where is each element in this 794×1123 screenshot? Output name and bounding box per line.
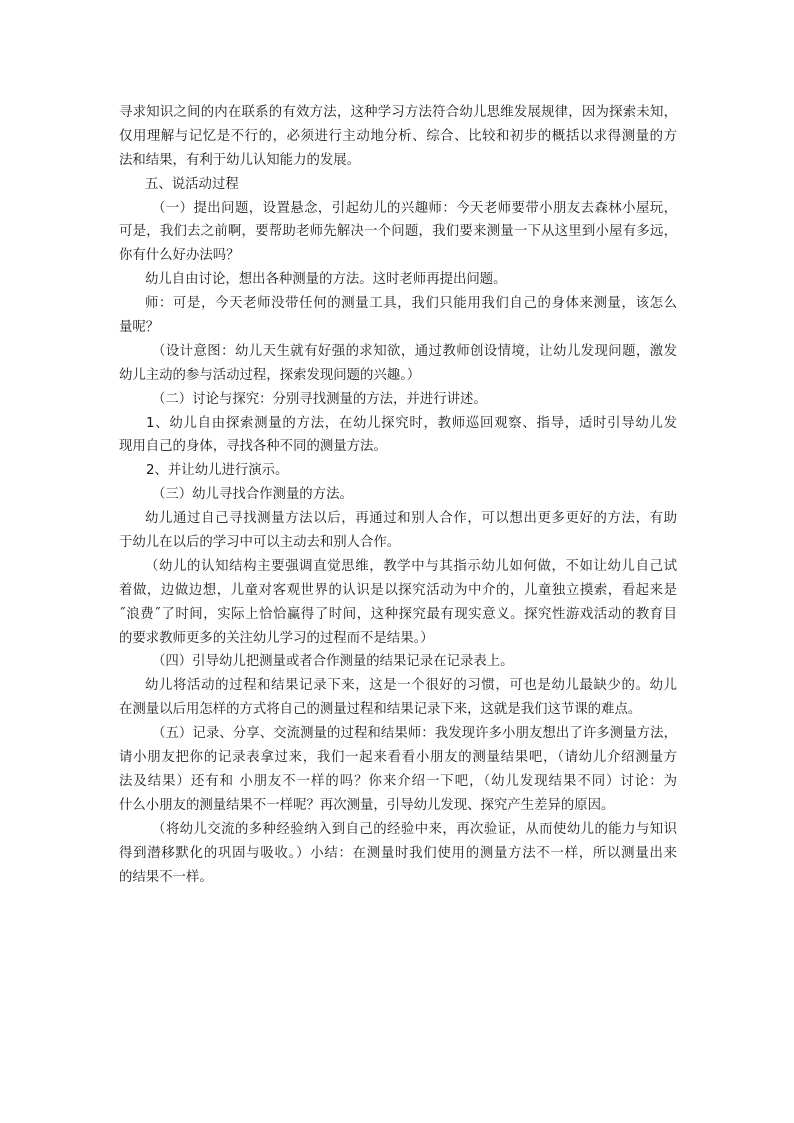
text-line: 幼儿将活动的过程和结果记录下来，这是一个很好的习惯，可也是幼儿最缺少的。幼儿 [145, 678, 677, 694]
text-line: （将幼儿交流的多种经验纳入到自己的经验中来，再次验证，从而使幼儿的能力与知识 [152, 821, 677, 837]
text-line: （设计意图：幼儿天生就有好强的求知欲，通过教师创设情境，让幼儿发现问题，激发 [152, 343, 677, 359]
paragraph [119, 459, 677, 483]
paragraph [119, 818, 677, 890]
paragraph [119, 388, 677, 412]
text-line: （四）引导幼儿把测量或者合作测量的结果记录在记录表上。 [152, 654, 514, 670]
text-line: 得到潜移默化的巩固与吸收。）小结：在测量时我们使用的测量方法不一样，所以测量出来 [119, 845, 677, 861]
paragraph [119, 173, 677, 197]
paragraph [119, 340, 677, 388]
text-line: 现用自己的身体，寻找各种不同的测量方法。 [119, 439, 387, 455]
text-line: 于幼儿在以后的学习中可以主动去和别人合作。 [119, 535, 401, 551]
text-line: 幼儿通过自己寻找测量方法以后，再通过和别人合作，可以想出更多更好的方法，有助 [145, 511, 677, 527]
paragraph [119, 412, 677, 460]
paragraph [119, 268, 677, 292]
text-line: 着做，边做边想，儿童对客观世界的认识是以探究活动为中介的，儿童独立摸索，看起来是 [119, 582, 677, 598]
text-line: 仅用理解与记忆是不行的，必须进行主动地分析、综合、比较和初步的概括以求得测量的方 [119, 128, 677, 144]
paragraph [119, 650, 677, 674]
text-line: 什么小朋友的测量结果不一样呢？再次测量，引导幼儿发现、探究产生差异的原因。 [119, 797, 615, 813]
text-line: 2、并让幼儿进行演示。 [146, 463, 289, 479]
text-line: 五、说活动过程 [145, 176, 239, 192]
text-line: 请小朋友把你的记录表拿过来，我们一起来看看小朋友的测量结果吧，（请幼儿介绍测量方 [119, 750, 677, 766]
text-line: 的要求教师更多的关注幼儿学习的过程而不是结果。） [119, 630, 434, 646]
text-line: ˝浪费˝了时间，实际上恰恰赢得了时间，这种探究最有现实意义。探究性游戏活动的教育目 [119, 606, 677, 622]
paragraph [119, 292, 677, 340]
text-line: 1、幼儿自由探索测量的方法，在幼儿探究时，教师巡回观察、指导，适时引导幼儿发 [146, 415, 677, 431]
text-line: 师：可是，今天老师没带任何的测量工具，我们只能用我们自己的身体来测量，该怎么 [145, 296, 677, 312]
paragraph [119, 101, 677, 173]
text-line: 你有什么好办法吗？ [119, 248, 240, 264]
text-line: （幼儿的认知结构主要强调直觉思维，教学中与其指示幼儿如何做，不如让幼儿自己试 [145, 558, 677, 574]
paragraph [119, 722, 677, 818]
paragraph [119, 483, 677, 507]
document-page [119, 101, 677, 889]
text-line: 幼儿自由讨论，想出各种测量的方法。这时老师再提出问题。 [145, 272, 507, 288]
text-line: （三）幼儿寻找合作测量的方法。 [152, 487, 353, 503]
text-line: 法和结果，有利于幼儿认知能力的发展。 [119, 152, 361, 168]
text-line: 寻求知识之间的内在联系的有效方法，这种学习方法符合幼儿思维发展规律，因为探索未知， [119, 105, 677, 120]
paragraph [119, 674, 677, 722]
text-line: 幼儿主动的参与活动过程，探索发现问题的兴趣。） [119, 367, 421, 383]
paragraph [119, 197, 677, 269]
paragraph [119, 507, 677, 555]
text-line: （二）讨论与探究：分别寻找测量的方法，并进行讲述。 [152, 391, 487, 407]
text-line: 法及结果）还有和 小朋友不一样的吗？你来介绍一下吧，（幼儿发现结果不同）讨论：为 [119, 773, 677, 789]
text-line: 量呢？ [119, 320, 160, 336]
text-line: 可是，我们去之前啊，要帮助老师先解决一个问题，我们要来测量一下从这里到小屋有多远， [119, 224, 677, 240]
text-line: 的结果不一样。 [119, 869, 213, 885]
text-line: （五）记录、分享、交流测量的过程和结果师：我发现许多小朋友想出了许多测量方法， [152, 726, 677, 742]
text-line: （一）提出问题，设置悬念，引起幼儿的兴趣师：今天老师要带小朋友去森林小屋玩， [152, 200, 677, 216]
paragraph [119, 555, 677, 651]
text-line: 在测量以后用怎样的方式将自己的测量过程和结果记录下来，这就是我们这节课的难点。 [119, 702, 642, 718]
